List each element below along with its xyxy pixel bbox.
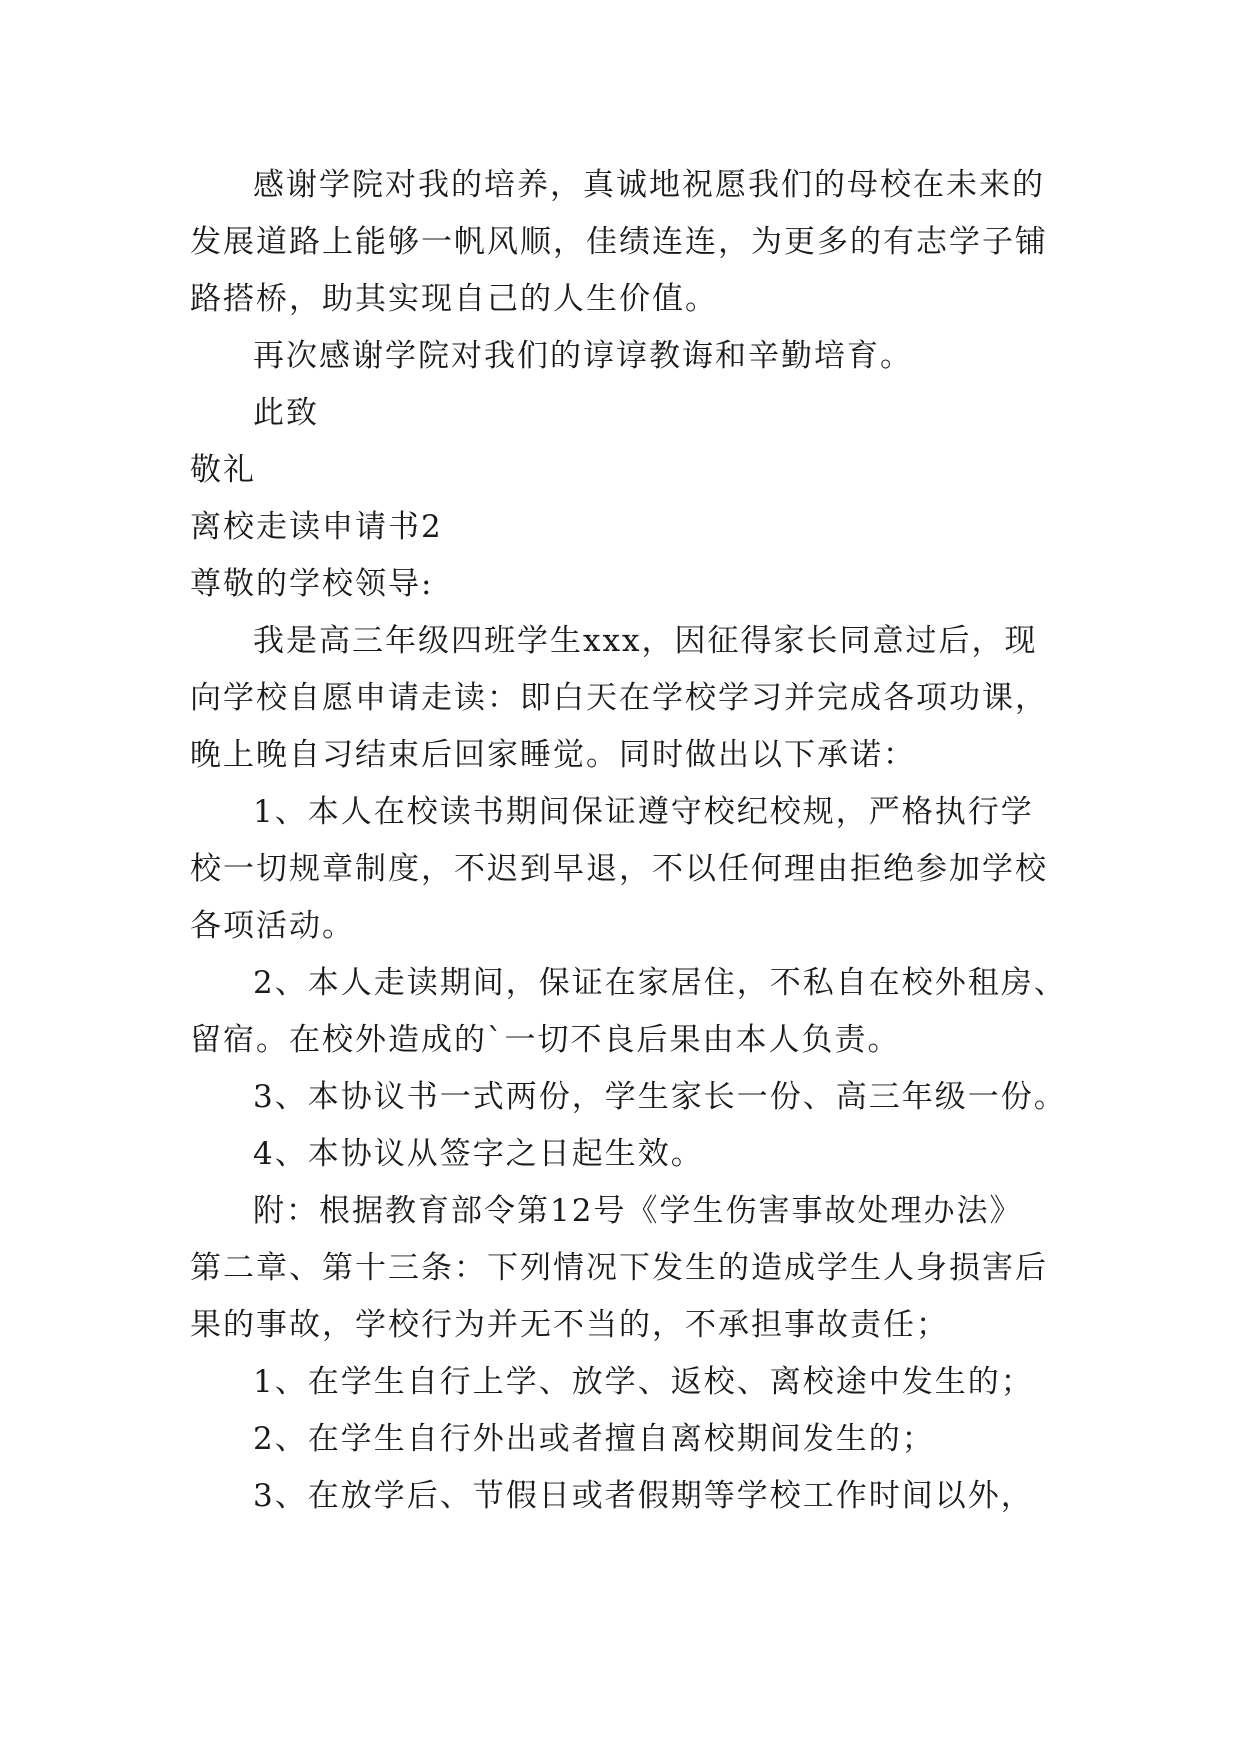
document-title: 离校走读申请书2 — [190, 509, 443, 545]
list-item-line: 2、在学生自行外出或者擅自离校期间发生的； — [253, 1421, 935, 1457]
list-item-line: 3、本协议书一式两份，学生家长一份、高三年级一份。 — [253, 1079, 1067, 1115]
salutation: 尊敬的学校领导: — [190, 566, 434, 602]
closing-line: 此致 — [253, 395, 319, 431]
list-item-line: 校一切规章制度，不迟到早退，不以任何理由拒绝参加学校 — [190, 851, 1048, 887]
paragraph-line: 附：根据教育部令第12号《学生伤害事故处理办法》 — [253, 1193, 1023, 1229]
paragraph-line: 路搭桥，助其实现自己的人生价值。 — [190, 281, 718, 317]
list-item-line: 留宿。在校外造成的`一切不良后果由本人负责。 — [190, 1022, 901, 1058]
list-item-line: 2、本人走读期间，保证在家居住，不私自在校外租房、 — [253, 965, 1067, 1001]
paragraph-line: 发展道路上能够一帆风顺，佳绩连连，为更多的有志学子铺 — [190, 224, 1048, 260]
paragraph-line: 感谢学院对我的培养，真诚地祝愿我们的母校在未来的 — [253, 167, 1045, 203]
paragraph-line: 再次感谢学院对我们的谆谆教诲和辛勤培育。 — [253, 338, 913, 374]
list-item-line: 4、本协议从签字之日起生效。 — [253, 1136, 704, 1172]
list-item-line: 3、在放学后、节假日或者假期等学校工作时间以外， — [253, 1478, 1034, 1514]
paragraph-line: 我是高三年级四班学生xxx，因征得家长同意过后，现 — [253, 623, 1038, 659]
paragraph-line: 果的事故，学校行为并无不当的，不承担事故责任； — [190, 1307, 949, 1343]
list-item-line: 1、在学生自行上学、放学、返校、离校途中发生的； — [253, 1364, 1034, 1400]
paragraph-line: 第二章、第十三条：下列情况下发生的造成学生人身损害后 — [190, 1250, 1048, 1286]
paragraph-line: 晚上晚自习结束后回家睡觉。同时做出以下承诺： — [190, 737, 916, 773]
paragraph-line: 向学校自愿申请走读：即白天在学校学习并完成各项功课， — [190, 680, 1048, 716]
closing-line: 敬礼 — [190, 452, 256, 488]
list-item-line: 各项活动。 — [190, 908, 355, 944]
list-item-line: 1、本人在校读书期间保证遵守校纪校规，严格执行学 — [253, 794, 1034, 830]
